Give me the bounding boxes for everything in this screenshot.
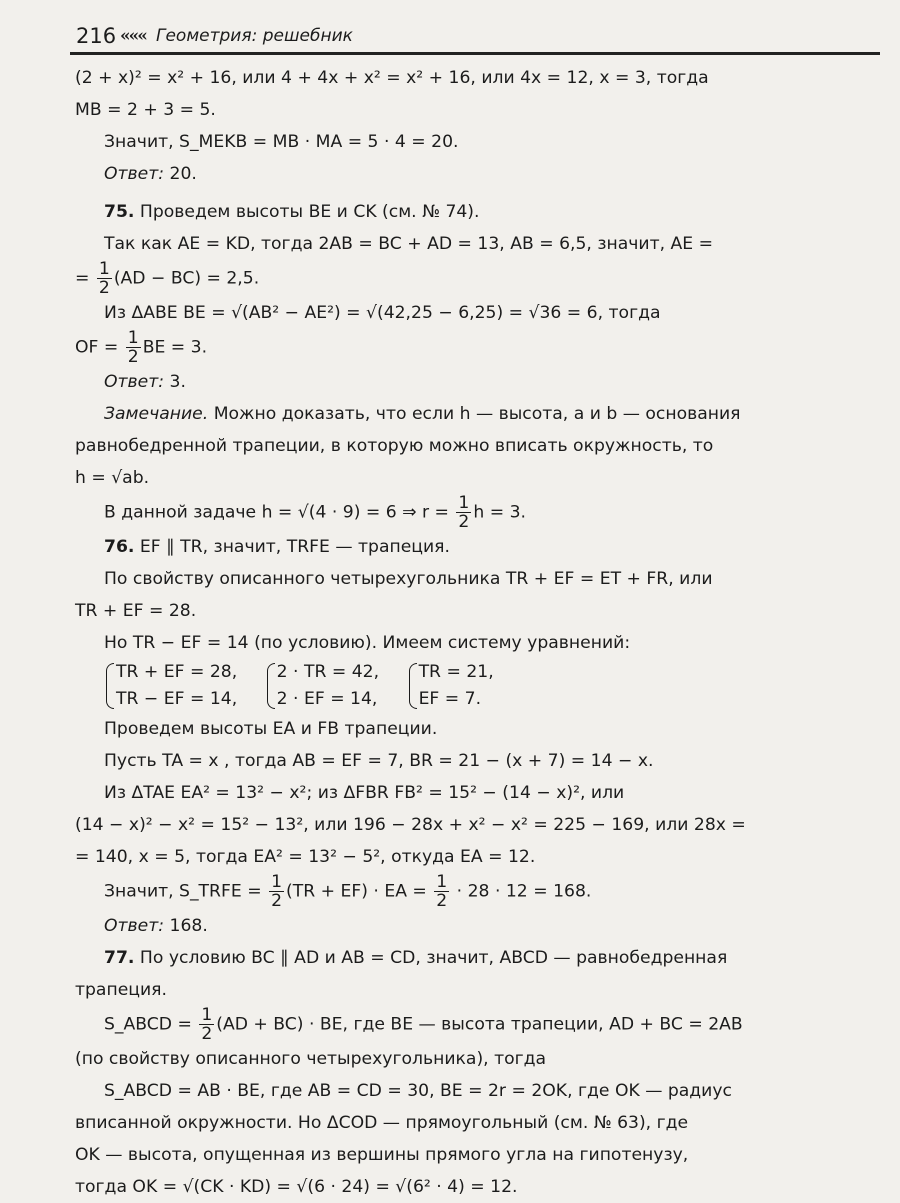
answer-line [75,910,880,942]
answer-value: 3. [164,372,186,392]
problem-number: 76. [104,537,135,557]
text-line: Пусть TA = x , тогда AB = EF = 7, BR = 21 − (x + 7) = 14 − x. [104,751,654,771]
answer-label: Ответ: [104,164,165,184]
fraction: $\frac{1}{2}$ [271,872,283,911]
formula-line: В данной задаче h = √(4 · 9) = 6 ⇒ r = $\frac{1}{2}$ h = 3. [104,493,526,532]
text-line: (2 + x)² = x² + 16, или 4 + 4x + x² = x² + 16, или 4x = 12, x = 3, тогда [75,68,709,88]
equation-system: TR + EF = 28, TR − EF = 14, [104,659,237,713]
page-header [70,20,880,56]
answer-label: Ответ: [104,916,165,936]
remark-line: Замечание. Можно доказать, что если h — высота, a и b — основания [104,404,741,424]
fraction: $\frac{1}{2}$ [98,259,110,298]
text-line: тогда OK = √(CK · KD) = √(6 · 24) = √(6² · 4) = 12. [75,1177,518,1197]
text-line: вписанной окружности. Но ΔCOD — прямоугольный (см. № 63), где [75,1113,689,1133]
answer-value: 168. [164,916,208,936]
text-line: Из ΔABE BE = √(AB² − AE²) = √(42,25 − 6,25) = √36 = 6, тогда [104,303,661,323]
fraction: $\frac{1}{2}$ [458,493,470,532]
answer-label: Ответ: [104,372,165,392]
fraction: $\frac{1}{2}$ [127,328,139,367]
text-line: = 140, x = 5, тогда EA² = 13² − 5², откуда EA = 12. [75,847,536,867]
problem-75-heading: 75. Проведем высоты BE и CK (см. № 74). [104,202,480,222]
text-line: h = √ab. [75,468,150,488]
text-line: Так как AE = KD, тогда 2AB = BC + AD = 13, AB = 6,5, значит, AE = [104,234,713,254]
text-line: (по свойству описанного четырехугольника), тогда [75,1049,547,1069]
equation-system: TR = 21, EF = 7. [407,659,494,713]
fraction: $\frac{1}{2}$ [201,1005,213,1044]
problem-number: 75. [104,202,135,222]
text-line: равнобедренной трапеции, в которую можно вписать окружность, то [75,436,714,456]
text-line: Проведем высоты EA и FB трапеции. [104,719,438,739]
text-line: (14 − x)² − x² = 15² − 13², или 196 − 28x + x² − x² = 225 − 169, или 28x = [75,815,746,835]
page-body [75,62,880,1203]
text-line: Но TR − EF = 14 (по условию). Имеем систему уравнений: [104,633,631,653]
answer-value: 20. [164,164,197,184]
text-line: трапеция. [75,980,167,1000]
text-line: TR + EF = 28. [75,601,197,621]
page-number: 216 [76,24,117,48]
equation-system: 2 · TR = 42, 2 · EF = 14, [265,659,379,713]
book-title: Геометрия: решебник [156,26,353,46]
problem-number: 77. [104,948,135,968]
problem-76-heading: 76. EF ∥ TR, значит, TRFE — трапеция. [104,537,450,557]
text-line: S_ABCD = AB · BE, где AB = CD = 30, BE = 2r = 2OK, где OK — радиус [104,1081,732,1101]
formula-line: OF = $\frac{1}{2}$ BE = 3. [75,328,208,367]
equation-systems [75,659,880,713]
formula-line: = $\frac{1}{2}$ (AD − BC) = 2,5. [75,259,260,298]
answer-line [75,366,880,398]
text-line: Из ΔTAE EA² = 13² − x²; из ΔFBR FB² = 15² − (14 − x)², или [104,783,625,803]
problem-77-heading: 77. По условию BC ∥ AD и AB = CD, значит, ABCD — равнобедренная [104,948,728,968]
text-line: MB = 2 + 3 = 5. [75,100,216,120]
header-rule [70,52,880,55]
formula-line: S_ABCD = $\frac{1}{2}$ (AD + BC) · BE, где BE — высота трапеции, AD + BC = 2AB [104,1005,743,1044]
text-line: Значит, S_MEKB = MB · MA = 5 · 4 = 20. [104,132,459,152]
formula-line: Значит, S_TRFE = $\frac{1}{2}$ (TR + EF) · EA = $\frac{1}{2}$ · 28 · 12 = 168. [104,872,592,911]
answer-line [75,158,880,190]
series-mark-icon: ««« [120,26,146,46]
text-line: OK — высота, опущенная из вершины прямого угла на гипотенузу, [75,1145,689,1165]
remark-label: Замечание. [104,404,209,424]
fraction: $\frac{1}{2}$ [436,872,448,911]
text-line: По свойству описанного четырехугольника TR + EF = ET + FR, или [104,569,713,589]
